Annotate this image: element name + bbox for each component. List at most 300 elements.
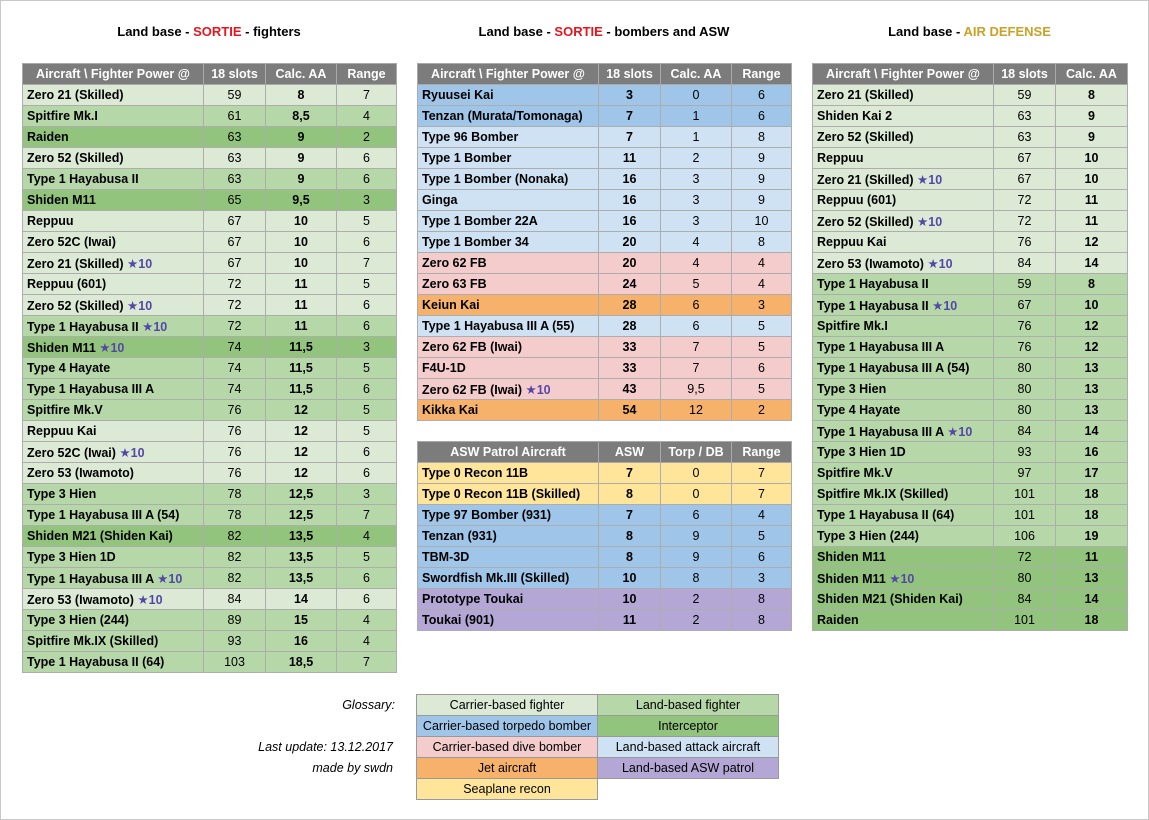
- aircraft-name: Reppuu: [27, 214, 74, 228]
- column-header: 18 slots: [994, 64, 1056, 85]
- aircraft-name: F4U-1D: [422, 361, 466, 375]
- improvement-star: [917, 215, 942, 229]
- aircraft-name-cell: [23, 337, 204, 358]
- aircraft-name-cell: [813, 232, 994, 253]
- slots-cell: 80: [994, 358, 1056, 379]
- calc-aa-cell: 17: [1056, 463, 1128, 484]
- table-row: [418, 127, 792, 148]
- table-row: [418, 526, 792, 547]
- aircraft-name: Raiden: [27, 130, 69, 144]
- aircraft-name: Zero 52 (Skilled): [817, 214, 914, 229]
- slots-cell: 76: [204, 463, 266, 484]
- table-row: [23, 358, 397, 379]
- range-cell: 6: [337, 379, 397, 400]
- calc-aa-cell: 8: [1056, 85, 1128, 106]
- column-header: 18 slots: [204, 64, 266, 85]
- aircraft-name-cell: [418, 547, 599, 568]
- slots-cell: 76: [994, 232, 1056, 253]
- range-cell: 6: [337, 568, 397, 589]
- aircraft-name-cell: [418, 337, 599, 358]
- calc-aa-cell: 11: [266, 295, 337, 316]
- calc-aa-cell: 12: [1056, 232, 1128, 253]
- range-cell: 3: [732, 568, 792, 589]
- calc-aa-cell: 13: [1056, 400, 1128, 421]
- slots-cell: 63: [204, 127, 266, 148]
- calc-aa-cell: 12: [1056, 316, 1128, 337]
- range-cell: 5: [732, 379, 792, 400]
- table-row: [23, 568, 397, 589]
- aircraft-name: Spitfire Mk.IX (Skilled): [817, 487, 949, 501]
- slots-cell: 54: [599, 400, 661, 421]
- table-row: [23, 169, 397, 190]
- aircraft-name-cell: [23, 232, 204, 253]
- aircraft-name-cell: [418, 610, 599, 631]
- aircraft-name: Toukai (901): [422, 613, 495, 627]
- asw-patrol-table: [417, 441, 792, 631]
- glossary-entry: Interceptor: [598, 716, 779, 737]
- aircraft-name-cell: [23, 85, 204, 106]
- aircraft-name: Zero 21 (Skilled): [27, 88, 124, 102]
- star-icon: ★: [142, 319, 154, 334]
- range-cell: 9: [732, 148, 792, 169]
- glossary-entry: Carrier-based dive bomber: [417, 737, 598, 758]
- improvement-star: [127, 257, 152, 271]
- asw-cell: 10: [599, 568, 661, 589]
- glossary-row: [417, 758, 779, 779]
- aircraft-name: Zero 62 FB (Iwai): [422, 340, 523, 354]
- column-header: Aircraft \ Fighter Power @: [23, 64, 204, 85]
- calc-aa-cell: 12: [266, 463, 337, 484]
- table-row: [23, 106, 397, 127]
- calc-aa-cell: 14: [1056, 421, 1128, 442]
- range-cell: 5: [732, 526, 792, 547]
- table-row: [813, 421, 1128, 442]
- header-row: [418, 442, 792, 463]
- slots-cell: 63: [204, 148, 266, 169]
- calc-aa-cell: 16: [266, 631, 337, 652]
- table-row: [23, 547, 397, 568]
- table-row: [813, 505, 1128, 526]
- glossary-entry: Jet aircraft: [417, 758, 598, 779]
- aircraft-name-cell: [813, 505, 994, 526]
- improvement-star: [157, 572, 182, 586]
- improvement-star: [99, 341, 124, 355]
- table-row: [813, 400, 1128, 421]
- star-level: 10: [536, 382, 551, 397]
- asw-cell: 10: [599, 589, 661, 610]
- torp-db-cell: 2: [661, 610, 732, 631]
- aircraft-name-cell: [813, 106, 994, 127]
- table-row: [23, 442, 397, 463]
- aircraft-name-cell: [23, 589, 204, 610]
- range-cell: 4: [337, 526, 397, 547]
- aircraft-name-cell: [813, 85, 994, 106]
- improvement-star: [927, 257, 952, 271]
- calc-aa-cell: 9: [1056, 106, 1128, 127]
- aircraft-name-cell: [813, 568, 994, 589]
- table-row: [418, 148, 792, 169]
- slots-cell: 7: [599, 106, 661, 127]
- slots-cell: 74: [204, 337, 266, 358]
- table-row: [418, 211, 792, 232]
- header-row: [23, 64, 397, 85]
- aircraft-name-cell: [23, 568, 204, 589]
- aircraft-name-cell: [418, 568, 599, 589]
- slots-cell: 72: [204, 316, 266, 337]
- slots-cell: 74: [204, 358, 266, 379]
- slots-cell: 11: [599, 148, 661, 169]
- calc-aa-cell: 10: [266, 232, 337, 253]
- aircraft-name-cell: [813, 610, 994, 631]
- range-cell: 5: [732, 337, 792, 358]
- range-cell: 6: [337, 148, 397, 169]
- improvement-star: [142, 320, 167, 334]
- calc-aa-cell: 7: [661, 358, 732, 379]
- aircraft-name: Type 1 Hayabusa III A: [817, 340, 945, 354]
- glossary-entry: Land-based attack aircraft: [598, 737, 779, 758]
- aircraft-name-cell: [418, 148, 599, 169]
- range-cell: 5: [337, 400, 397, 421]
- made-by-text: made by swdn: [312, 761, 393, 775]
- slots-cell: 84: [994, 253, 1056, 274]
- calc-aa-cell: 11: [266, 316, 337, 337]
- table-row: [23, 379, 397, 400]
- range-cell: 5: [732, 316, 792, 337]
- table-row: [813, 379, 1128, 400]
- table-row: [23, 589, 397, 610]
- calc-aa-cell: 8: [266, 85, 337, 106]
- sortie-fighters-table: [22, 63, 397, 673]
- slots-cell: 63: [994, 127, 1056, 148]
- table-row: [23, 148, 397, 169]
- range-cell: 4: [732, 253, 792, 274]
- slots-cell: 103: [204, 652, 266, 673]
- calc-aa-cell: 18: [1056, 505, 1128, 526]
- aircraft-name: Shiden M21 (Shiden Kai): [817, 592, 963, 606]
- range-cell: 4: [732, 505, 792, 526]
- title-sortie-fighters: Land base - SORTIE - fighters: [117, 24, 301, 39]
- aircraft-name-cell: [418, 211, 599, 232]
- aircraft-name: Ginga: [422, 193, 458, 207]
- range-cell: 6: [337, 169, 397, 190]
- slots-cell: 61: [204, 106, 266, 127]
- aircraft-name: Spitfire Mk.I: [27, 109, 98, 123]
- table-row: [813, 547, 1128, 568]
- star-icon: ★: [917, 172, 929, 187]
- calc-aa-cell: 12: [661, 400, 732, 421]
- improvement-star: [127, 299, 152, 313]
- asw-cell: 11: [599, 610, 661, 631]
- calc-aa-cell: 6: [661, 316, 732, 337]
- aircraft-name-cell: [23, 463, 204, 484]
- slots-cell: 20: [599, 232, 661, 253]
- range-cell: 2: [732, 400, 792, 421]
- calc-aa-cell: 11: [266, 274, 337, 295]
- range-cell: 8: [732, 589, 792, 610]
- calc-aa-cell: 12,5: [266, 505, 337, 526]
- range-cell: 8: [732, 232, 792, 253]
- star-level: 10: [900, 571, 915, 586]
- table-row: [418, 106, 792, 127]
- calc-aa-cell: 18,5: [266, 652, 337, 673]
- table-row: [418, 274, 792, 295]
- range-cell: 7: [337, 85, 397, 106]
- star-level: 10: [138, 298, 153, 313]
- glossary-entry: Carrier-based fighter: [417, 695, 598, 716]
- range-cell: 7: [337, 652, 397, 673]
- table-row: [23, 232, 397, 253]
- star-icon: ★: [127, 256, 139, 271]
- calc-aa-cell: 11: [1056, 547, 1128, 568]
- slots-cell: 82: [204, 526, 266, 547]
- column-header: Range: [732, 442, 792, 463]
- table-row: [418, 232, 792, 253]
- column-header: Range: [337, 64, 397, 85]
- aircraft-name: Zero 52 (Skilled): [27, 151, 124, 165]
- range-cell: 6: [337, 463, 397, 484]
- range-cell: 3: [337, 190, 397, 211]
- table-row: [23, 295, 397, 316]
- aircraft-name: Type 4 Hayate: [27, 361, 111, 375]
- column-header: Aircraft \ Fighter Power @: [418, 64, 599, 85]
- calc-aa-cell: 8,5: [266, 106, 337, 127]
- calc-aa-cell: 9: [266, 127, 337, 148]
- column-header: ASW Patrol Aircraft: [418, 442, 599, 463]
- aircraft-name: Spitfire Mk.I: [817, 319, 888, 333]
- aircraft-name-cell: [418, 274, 599, 295]
- aircraft-name-cell: [23, 253, 204, 274]
- aircraft-name: Type 1 Hayabusa III A: [27, 382, 155, 396]
- slots-cell: 7: [599, 127, 661, 148]
- aircraft-name: Type 96 Bomber: [422, 130, 519, 144]
- aircraft-name-cell: [23, 610, 204, 631]
- aircraft-name: Zero 53 (Iwamoto): [27, 592, 134, 607]
- table-row: [418, 610, 792, 631]
- aircraft-name: Shiden M11: [27, 193, 96, 207]
- asw-cell: 8: [599, 526, 661, 547]
- aircraft-name-cell: [23, 148, 204, 169]
- header-row: [418, 64, 792, 85]
- range-cell: 5: [337, 211, 397, 232]
- table-row: [813, 274, 1128, 295]
- aircraft-name-cell: [23, 127, 204, 148]
- column-header: Aircraft \ Fighter Power @: [813, 64, 994, 85]
- star-icon: ★: [157, 571, 169, 586]
- range-cell: 7: [732, 484, 792, 505]
- range-cell: 6: [732, 358, 792, 379]
- slots-cell: 93: [994, 442, 1056, 463]
- aircraft-name-cell: [23, 316, 204, 337]
- range-cell: 7: [337, 253, 397, 274]
- aircraft-name-cell: [418, 484, 599, 505]
- range-cell: 6: [337, 316, 397, 337]
- calc-aa-cell: 16: [1056, 442, 1128, 463]
- range-cell: 3: [732, 295, 792, 316]
- table-row: [23, 484, 397, 505]
- star-icon: ★: [99, 340, 111, 355]
- calc-aa-cell: 1: [661, 106, 732, 127]
- range-cell: 9: [732, 169, 792, 190]
- table-row: [23, 274, 397, 295]
- table-row: [418, 505, 792, 526]
- aircraft-name-cell: [418, 358, 599, 379]
- range-cell: 6: [337, 442, 397, 463]
- aircraft-name-cell: [813, 526, 994, 547]
- slots-cell: 93: [204, 631, 266, 652]
- star-level: 10: [928, 214, 943, 229]
- aircraft-name: Type 3 Hien: [817, 382, 887, 396]
- star-level: 10: [138, 256, 153, 271]
- range-cell: 6: [337, 295, 397, 316]
- aircraft-name: Type 0 Recon 11B (Skilled): [422, 487, 581, 501]
- aircraft-name-cell: [813, 274, 994, 295]
- aircraft-name: Type 1 Hayabusa III A: [27, 571, 154, 586]
- aircraft-name-cell: [813, 127, 994, 148]
- slots-cell: 67: [994, 169, 1056, 190]
- aircraft-name-cell: [813, 421, 994, 442]
- slots-cell: 80: [994, 568, 1056, 589]
- aircraft-name-cell: [813, 463, 994, 484]
- aircraft-name-cell: [23, 169, 204, 190]
- torp-db-cell: 9: [661, 547, 732, 568]
- calc-aa-cell: 9: [266, 148, 337, 169]
- asw-cell: 7: [599, 463, 661, 484]
- aircraft-name-cell: [418, 589, 599, 610]
- calc-aa-cell: 14: [1056, 253, 1128, 274]
- aircraft-name-cell: [418, 127, 599, 148]
- calc-aa-cell: 10: [1056, 148, 1128, 169]
- aircraft-name: Swordfish Mk.III (Skilled): [422, 571, 570, 585]
- sortie-bombers-table: [417, 63, 792, 421]
- star-icon: ★: [525, 382, 537, 397]
- table-row: [813, 337, 1128, 358]
- star-level: 10: [958, 424, 973, 439]
- slots-cell: 16: [599, 190, 661, 211]
- aircraft-name-cell: [23, 652, 204, 673]
- aircraft-name-cell: [813, 190, 994, 211]
- calc-aa-cell: 13,5: [266, 568, 337, 589]
- aircraft-name-cell: [813, 400, 994, 421]
- calc-aa-cell: 18: [1056, 610, 1128, 631]
- asw-cell: 8: [599, 547, 661, 568]
- column-header: Calc. AA: [661, 64, 732, 85]
- table-row: [813, 106, 1128, 127]
- table-row: [23, 316, 397, 337]
- aircraft-name: Zero 62 FB (Iwai): [422, 382, 523, 397]
- slots-cell: 80: [994, 400, 1056, 421]
- aircraft-name-cell: [418, 463, 599, 484]
- air-defense-table: [812, 63, 1128, 631]
- aircraft-name: Type 97 Bomber (931): [422, 508, 551, 522]
- calc-aa-cell: 14: [1056, 589, 1128, 610]
- table-row: [418, 589, 792, 610]
- star-level: 10: [168, 571, 183, 586]
- range-cell: 10: [732, 211, 792, 232]
- range-cell: 8: [732, 610, 792, 631]
- title-sortie-bombers: Land base - SORTIE - bombers and ASW: [478, 24, 730, 39]
- slots-cell: 72: [994, 211, 1056, 232]
- aircraft-name-cell: [813, 169, 994, 190]
- calc-aa-cell: 12: [1056, 337, 1128, 358]
- calc-aa-cell: 11: [1056, 211, 1128, 232]
- slots-cell: 84: [994, 421, 1056, 442]
- table-row: [23, 526, 397, 547]
- aircraft-name: Zero 52 (Skilled): [27, 298, 124, 313]
- aircraft-name-cell: [23, 106, 204, 127]
- table-row: [813, 127, 1128, 148]
- aircraft-name-cell: [23, 631, 204, 652]
- improvement-star: [932, 299, 957, 313]
- aircraft-name-cell: [813, 316, 994, 337]
- range-cell: 3: [337, 484, 397, 505]
- table-row: [813, 526, 1128, 547]
- table-row: [23, 652, 397, 673]
- slots-cell: 82: [204, 568, 266, 589]
- table-row: [418, 484, 792, 505]
- aircraft-name-cell: [418, 400, 599, 421]
- calc-aa-cell: 9: [1056, 127, 1128, 148]
- asw-cell: 7: [599, 505, 661, 526]
- calc-aa-cell: 13: [1056, 358, 1128, 379]
- aircraft-name: Type 1 Hayabusa II: [817, 277, 929, 291]
- range-cell: 5: [337, 274, 397, 295]
- table-row: [813, 148, 1128, 169]
- table-row: [418, 190, 792, 211]
- slots-cell: 82: [204, 547, 266, 568]
- aircraft-name: Type 1 Hayabusa III A (54): [817, 361, 970, 375]
- slots-cell: 16: [599, 169, 661, 190]
- aircraft-name-cell: [23, 274, 204, 295]
- aircraft-name-cell: [23, 421, 204, 442]
- aircraft-name: Type 0 Recon 11B: [422, 466, 529, 480]
- slots-cell: 101: [994, 484, 1056, 505]
- aircraft-name: Zero 21 (Skilled): [817, 172, 914, 187]
- slots-cell: 67: [994, 148, 1056, 169]
- aircraft-name-cell: [23, 442, 204, 463]
- table-row: [23, 253, 397, 274]
- aircraft-name: Spitfire Mk.V: [27, 403, 103, 417]
- star-icon: ★: [127, 298, 139, 313]
- aircraft-name-cell: [23, 358, 204, 379]
- aircraft-name: Prototype Toukai: [422, 592, 524, 606]
- calc-aa-cell: 11: [1056, 190, 1128, 211]
- slots-cell: 78: [204, 505, 266, 526]
- calc-aa-cell: 11,5: [266, 379, 337, 400]
- slots-cell: 76: [994, 337, 1056, 358]
- aircraft-name: Keiun Kai: [422, 298, 480, 312]
- table-row: [23, 505, 397, 526]
- table-row: [23, 400, 397, 421]
- table-row: [23, 610, 397, 631]
- table-row: [418, 316, 792, 337]
- table-row: [813, 169, 1128, 190]
- calc-aa-cell: 6: [661, 295, 732, 316]
- column-header: Torp / DB: [661, 442, 732, 463]
- column-header: ASW: [599, 442, 661, 463]
- glossary-entry: Land-based ASW patrol: [598, 758, 779, 779]
- table-row: [23, 211, 397, 232]
- aircraft-name-cell: [813, 337, 994, 358]
- glossary-entry: Carrier-based torpedo bomber: [417, 716, 598, 737]
- table-row: [23, 337, 397, 358]
- torp-db-cell: 2: [661, 589, 732, 610]
- glossary-table: [416, 694, 779, 800]
- range-cell: 4: [337, 610, 397, 631]
- calc-aa-cell: 7: [661, 337, 732, 358]
- aircraft-name-cell: [418, 505, 599, 526]
- slots-cell: 84: [204, 589, 266, 610]
- star-icon: ★: [137, 592, 149, 607]
